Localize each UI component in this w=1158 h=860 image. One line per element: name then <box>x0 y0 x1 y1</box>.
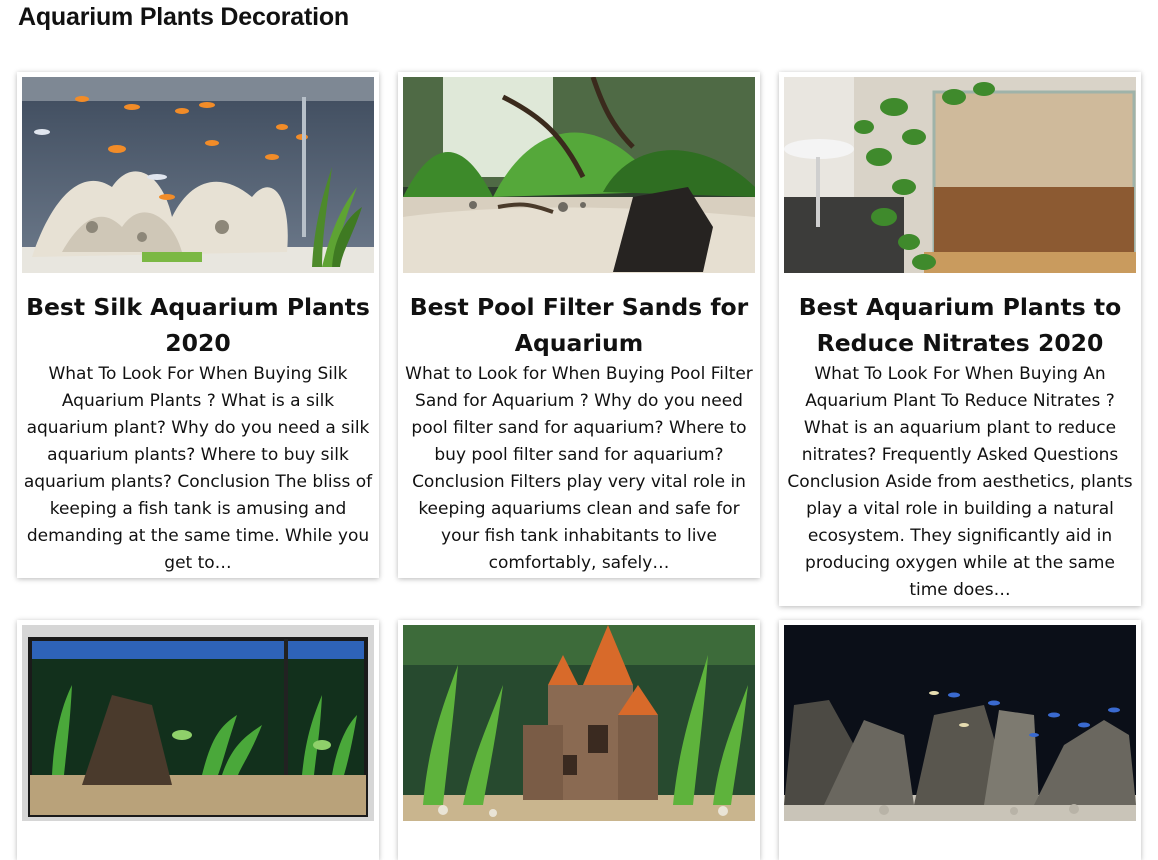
page-title: Aquarium Plants Decoration <box>18 3 349 31</box>
post-card-rock-aquascape[interactable] <box>779 620 1141 860</box>
post-card-plants-reduce-nitrates[interactable] <box>779 72 1141 606</box>
aquascape-driftwood-image <box>403 77 755 273</box>
tank-with-pothos-image <box>784 77 1136 273</box>
post-excerpt: What to Look for When Buying Pool Filter Sand for Aquarium ? Why do you need pool filter sand for aquarium? Where to buy pool filter sand for aquarium? Conclusion Filters play very vital role in keeping aquariums clean and safe for your fish tank inhabitants to live comfortably, safely… <box>405 364 753 573</box>
aquarium-rocks-fish-image <box>22 77 374 273</box>
post-card-pool-filter-sands[interactable] <box>398 72 760 578</box>
post-thumbnail[interactable] <box>403 77 755 273</box>
post-excerpt: What To Look For When Buying Silk Aquarium Plants ? What is a silk aquarium plant? Why do you need a silk aquarium plants? Where to buy silk aquarium plants? Conclusion The bliss of keeping a fish tank is amusing and demanding at the same time. While you get to… <box>23 364 373 573</box>
post-card-castle-decoration[interactable] <box>398 620 760 860</box>
castle-decoration-image <box>403 625 755 821</box>
post-thumbnail[interactable] <box>784 625 1136 821</box>
post-card-silk-plants[interactable] <box>17 72 379 578</box>
post-title[interactable]: Best Aquarium Plants to Reduce Nitrates 2020 <box>798 293 1122 357</box>
post-title[interactable]: Best Pool Filter Sands for Aquarium <box>409 293 749 357</box>
planted-tank-image <box>22 625 374 821</box>
post-thumbnail[interactable] <box>784 77 1136 273</box>
post-thumbnail[interactable] <box>22 625 374 821</box>
post-thumbnail[interactable] <box>403 625 755 821</box>
rock-aquascape-image <box>784 625 1136 821</box>
post-card-planted-tank[interactable] <box>17 620 379 860</box>
post-excerpt: What To Look For When Buying An Aquarium Plant To Reduce Nitrates ? What is an aquarium plant to reduce nitrates? Frequently Asked Questions Conclusion Aside from aesthetics, plants play a vital role in building a natural ecosystem. They significantly aid in producing oxygen while at the same time does… <box>787 364 1133 600</box>
post-thumbnail[interactable] <box>22 77 374 273</box>
post-title[interactable]: Best Silk Aquarium Plants 2020 <box>26 293 370 357</box>
